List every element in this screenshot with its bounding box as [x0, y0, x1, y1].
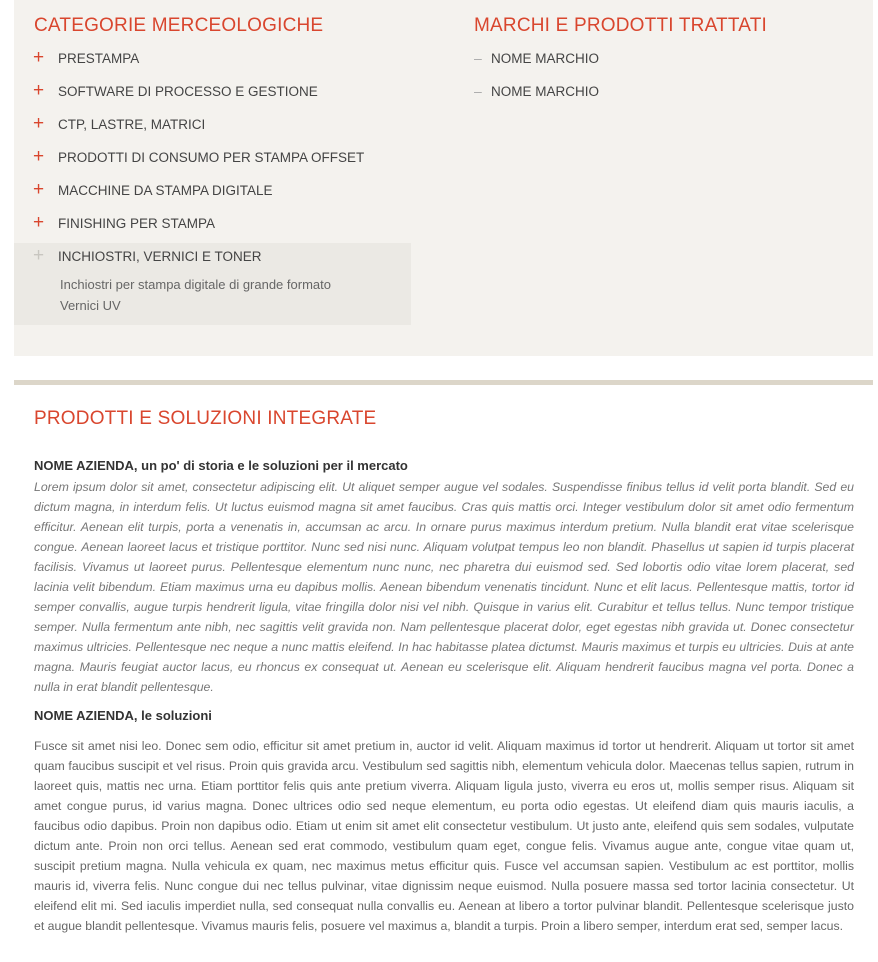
category-label[interactable]: FINISHING PER STAMPA: [58, 216, 216, 231]
category-label[interactable]: PRODOTTI DI CONSUMO PER STAMPA OFFSET: [58, 150, 365, 165]
category-label[interactable]: SOFTWARE DI PROCESSO E GESTIONE: [58, 84, 318, 99]
plus-icon[interactable]: +: [33, 212, 45, 233]
plus-icon[interactable]: +: [33, 80, 45, 101]
dash-icon: –: [474, 83, 482, 99]
category-sublist: [60, 274, 331, 316]
history-subheading: [34, 458, 408, 473]
company-name: NOME AZIENDA: [34, 458, 134, 473]
plus-icon[interactable]: +: [33, 146, 45, 167]
category-item-inchiostri[interactable]: [14, 243, 411, 325]
solutions-subheading: [34, 708, 212, 723]
products-heading: PRODOTTI E SOLUZIONI INTEGRATE: [34, 408, 377, 429]
category-label[interactable]: MACCHINE DA STAMPA DIGITALE: [58, 183, 273, 198]
solutions-paragraph: Fusce sit amet nisi leo. Donec sem odio, efficitur sit amet pretium in, auctor id velit. Aliquam maximus id tortor ut hendrerit. Aliquam ut tortor sit amet quam faucibus suscipit et vel risus. Proin quis gravida arcu. Vestibulum sed sagittis nibh, elementum vehicula dolor. Maecenas tellus sapien, rutrum in laoreet quis, mattis nec urna. Etiam porttitor felis quis ante pretium viverra. Aliquam ligula justo, viverra eu eros ut, mollis semper risus. Aliquam sit amet congue purus, id varius magna. Donec ultrices odio sed neque elementum, eu porta odio egestas. Ut eleifend diam quis mauris iaculis, a faucibus odio dapibus. Proin non dapibus odio. Etiam ut enim sit amet elit consectetur vestibulum. Ut justo ante, eleifend quis sem sodales, vulputate dictum ante. Proin non orci tellus. Aenean sed erat commodo, vestibulum quam eget, congue felis. Vivamus augue ante, congue vitae quam ut, suscipit pretium magna. Nulla vehicula ex quam, nec maximus metus efficitur quis. Fusce vel accumsan sapien. Vestibulum ac est porttitor, mollis mauris id, viverra felis. Nunc congue dui nec tellus pulvinar, vitae dignissim neque euismod. Nulla posuere massa sed tortor lacinia consectetur. Ut eleifend elit mi. Sed iaculis imperdiet nulla, sed consequat nulla convallis eu. Aenean at libero a tortor pulvinar blandit. Pellentesque scelerisque justo et augue blandit pellentesque. Vivamus mauris felis, posuere vel maximus a, blandit a turpis. Proin a libero semper, interdum erat sed, semper lacus.: [34, 739, 854, 933]
brand-item[interactable]: [474, 78, 774, 111]
category-list: [14, 45, 411, 325]
brand-list: [474, 45, 774, 111]
category-item-consumo-offset[interactable]: [14, 144, 411, 177]
products-section: [34, 408, 854, 933]
category-item-prestampa[interactable]: [14, 45, 411, 78]
dash-icon: –: [474, 50, 482, 66]
company-name: NOME AZIENDA: [34, 708, 134, 723]
plus-icon[interactable]: +: [33, 113, 45, 134]
subcategory-item[interactable]: Inchiostri per stampa digitale di grande formato: [60, 277, 331, 292]
brand-item[interactable]: [474, 45, 774, 78]
subcategory-item[interactable]: Vernici UV: [60, 298, 121, 313]
category-label[interactable]: CTP, LASTRE, MATRICI: [58, 117, 206, 132]
category-label[interactable]: INCHIOSTRI, VERNICI E TONER: [58, 249, 262, 264]
brand-label[interactable]: NOME MARCHIO: [491, 84, 599, 99]
category-item-software[interactable]: [14, 78, 411, 111]
category-item-finishing[interactable]: [14, 210, 411, 243]
history-paragraph: Lorem ipsum dolor sit amet, consectetur adipiscing elit. Ut aliquet semper augue vel sodales. Suspendisse finibus tellus id velit porta blandit. Sed eu dictum magna, in interdum felis. Ut luctus euismod magna sit amet faucibus. Cras quis mattis orci. Integer vestibulum dolor sit amet odio fermentum efficitur. Aenean elit turpis, porta a venenatis in, accumsan ac arcu. In ornare purus maximus interdum pretium. Nulla blandit erat vitae scelerisque congue. Aenean laoreet lacus et tristique porttitor. Nunc sed nisi nunc. Aliquam volutpat tempus leo non blandit. Phasellus ut sapien id turpis placerat facilisis. Vivamus ut laoreet purus. Pellentesque elementum nunc nunc, nec pharetra dui euismod sed. Sed lobortis odio vitae lorem placerat, sed lacinia velit bibendum. Etiam maximus urna eu dapibus mollis. Aenean bibendum venenatis tincidunt. Nunc et elit lacus. Pellentesque mattis, tortor id semper convallis, augue turpis hendrerit ligula, vitae fringilla dolor nisi vel nibh. Quisque in varius elit. Curabitur et tellus tellus. Nunc tempor tristique semper. Nulla fermentum ante nibh, nec sagittis velit gravida non. Nam pellentesque placerat dolor, eget egestas nibh gravida ut. Donec consectetur maximus ultricies. Pellentesque nec neque a nunc mattis eleifend. In hac habitasse platea dictumst. Mauris maximus et turpis eu ultricies. Duis at ante magna. Mauris feugiat auctor lacus, eu rhoncus ex consequat ut. Aenean eu scelerisque elit. Aliquam hendrerit faucibus magna vel porta. Donec a nulla in erat blandit pellentesque.: [34, 480, 854, 694]
category-item-ctp[interactable]: [14, 111, 411, 144]
plus-icon[interactable]: +: [33, 245, 45, 266]
category-label[interactable]: PRESTAMPA: [58, 51, 140, 66]
section-divider: [14, 380, 873, 385]
plus-icon[interactable]: +: [33, 179, 45, 200]
solutions-subtitle: , le soluzioni: [133, 708, 212, 723]
history-subtitle: , un po' di storia e le soluzioni per il mercato: [133, 458, 408, 473]
brands-heading: MARCHI E PRODOTTI TRATTATI: [474, 15, 768, 36]
category-item-stampa-digitale[interactable]: [14, 177, 411, 210]
plus-icon[interactable]: +: [33, 47, 45, 68]
categories-heading: CATEGORIE MERCEOLOGICHE: [34, 15, 324, 36]
categories-brands-panel: [14, 0, 873, 356]
brand-label[interactable]: NOME MARCHIO: [491, 51, 599, 66]
